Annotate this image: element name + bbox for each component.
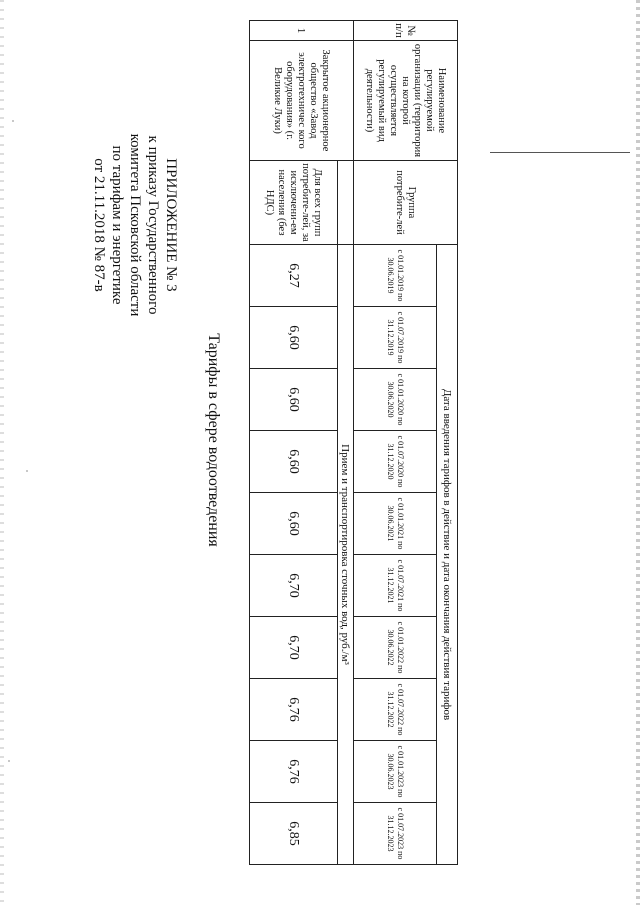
period-header: с 01.01.2023 по 30.06.2023 <box>354 741 437 803</box>
header-number: № п/п <box>354 21 458 41</box>
tariff-value: 6,76 <box>250 741 338 803</box>
header-consumer-group: Группа потребите-лей <box>354 161 458 245</box>
organization-name: Закрытое акционерное общество «Завод электротехничес кого оборудования» (г. Великие Луки) <box>250 41 354 161</box>
appendix-header <box>90 95 180 355</box>
appendix-line: от 21.11.2018 № 87-в <box>91 158 107 292</box>
period-header: с 01.01.2022 по 30.06.2022 <box>354 617 437 679</box>
period-header: с 01.07.2023 по 31.12.2023 <box>354 803 437 865</box>
tariff-value: 6,60 <box>250 493 338 555</box>
document-title: Тарифы в сфере водоотведения <box>205 333 222 547</box>
tariff-value: 6,70 <box>250 555 338 617</box>
tariff-value: 6,85 <box>250 803 338 865</box>
appendix-line: ПРИЛОЖЕНИЕ № 3 <box>163 158 179 292</box>
period-header: с 01.07.2022 по 31.12.2022 <box>354 679 437 741</box>
tariff-value: 6,27 <box>250 245 338 307</box>
period-header: с 01.01.2019 по 30.06.2019 <box>354 245 437 307</box>
period-header: с 01.07.2020 по 31.12.2020 <box>354 431 437 493</box>
tariff-value: 6,70 <box>250 617 338 679</box>
appendix-line: комитета Псковской области <box>127 133 143 317</box>
period-header: с 01.01.2021 по 30.06.2021 <box>354 493 437 555</box>
tariff-value: 6,60 <box>250 307 338 369</box>
tariff-table <box>249 20 458 865</box>
appendix-line: по тарифам и энергетике <box>109 145 125 305</box>
header-dates-span: Дата введения тарифов в действие и дата окончания действия тарифов <box>437 245 458 865</box>
appendix-line: к приказу Государственного <box>145 135 161 315</box>
period-header: с 01.07.2019 по 31.12.2019 <box>354 307 437 369</box>
header-organization: Наименование регулируемой организации (территория на которой осуществляется регулируемый вид деятельности) <box>354 41 458 161</box>
period-header: с 01.07.2021 по 31.12.2021 <box>354 555 437 617</box>
period-header: с 01.01.2020 по 30.06.2020 <box>354 369 437 431</box>
row-number: 1 <box>250 21 354 41</box>
tariff-value: 6,60 <box>250 431 338 493</box>
section-heading: Прием и транспортировка сточных вод, руб./м³ <box>338 245 354 865</box>
consumer-group: Для всех групп потребите-лей, за исключени-ем населения (без НДС) <box>250 161 338 245</box>
tariff-value: 6,76 <box>250 679 338 741</box>
tariff-value: 6,60 <box>250 369 338 431</box>
